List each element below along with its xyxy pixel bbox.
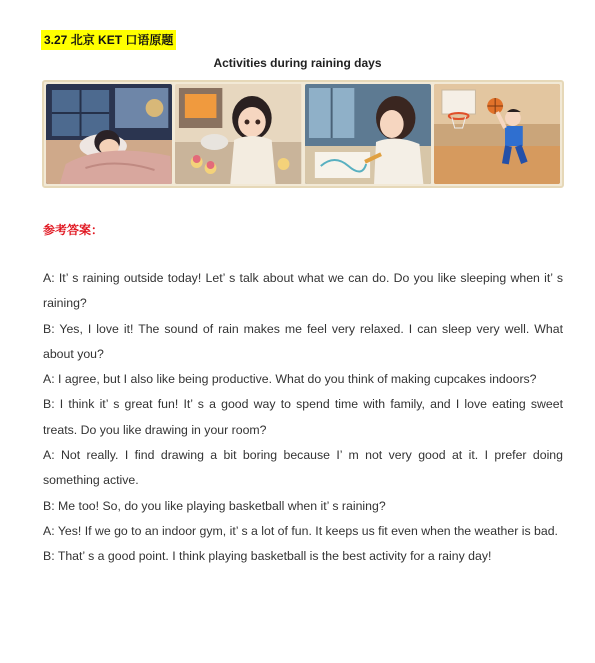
sleeping-girl-illustration	[46, 84, 172, 184]
basketball-boy-illustration	[434, 84, 560, 184]
dialogue-line: B: Yes, I love it! The sound of rain makes me feel very relaxed. I can sleep very well. What about you?	[43, 321, 563, 361]
dialogue-line: A: It’ s raining outside today! Let’ s talk about what we can do. Do you like sleeping when it’ s raining?	[43, 271, 563, 311]
answer-label: 参考答案：	[43, 223, 104, 237]
dialogue-line: B: I think it’ s great fun! It’ s a good way to spend time with family, and I love eating sweet treats. Do you like drawing in your room?	[43, 397, 563, 437]
dialogue-line: B: That’ s a good point. I think playing basketball is the best activity for a rainy day!	[43, 549, 492, 564]
page-title: Activities during raining days	[213, 56, 382, 70]
baking-cupcakes-illustration	[175, 84, 301, 184]
dialogue-line: A: Not really. I find drawing a bit boring because I’ m not very good at it. I prefer doing something active.	[43, 448, 563, 488]
dialogue-line: A: I agree, but I also like being productive. What do you think of making cupcakes indoors?	[43, 372, 537, 387]
drawing-girl-illustration	[305, 84, 431, 184]
illustration-strip	[42, 80, 564, 188]
dialogue	[43, 266, 563, 570]
question-tag: 3.27 北京 KET 口语原题	[41, 30, 176, 50]
dialogue-line: A: Yes! If we go to an indoor gym, it’ s a lot of fun. It keeps us fit even when the weather is bad.	[43, 523, 558, 538]
dialogue-line: B: Me too! So, do you like playing basketball when it’ s raining?	[43, 498, 386, 513]
